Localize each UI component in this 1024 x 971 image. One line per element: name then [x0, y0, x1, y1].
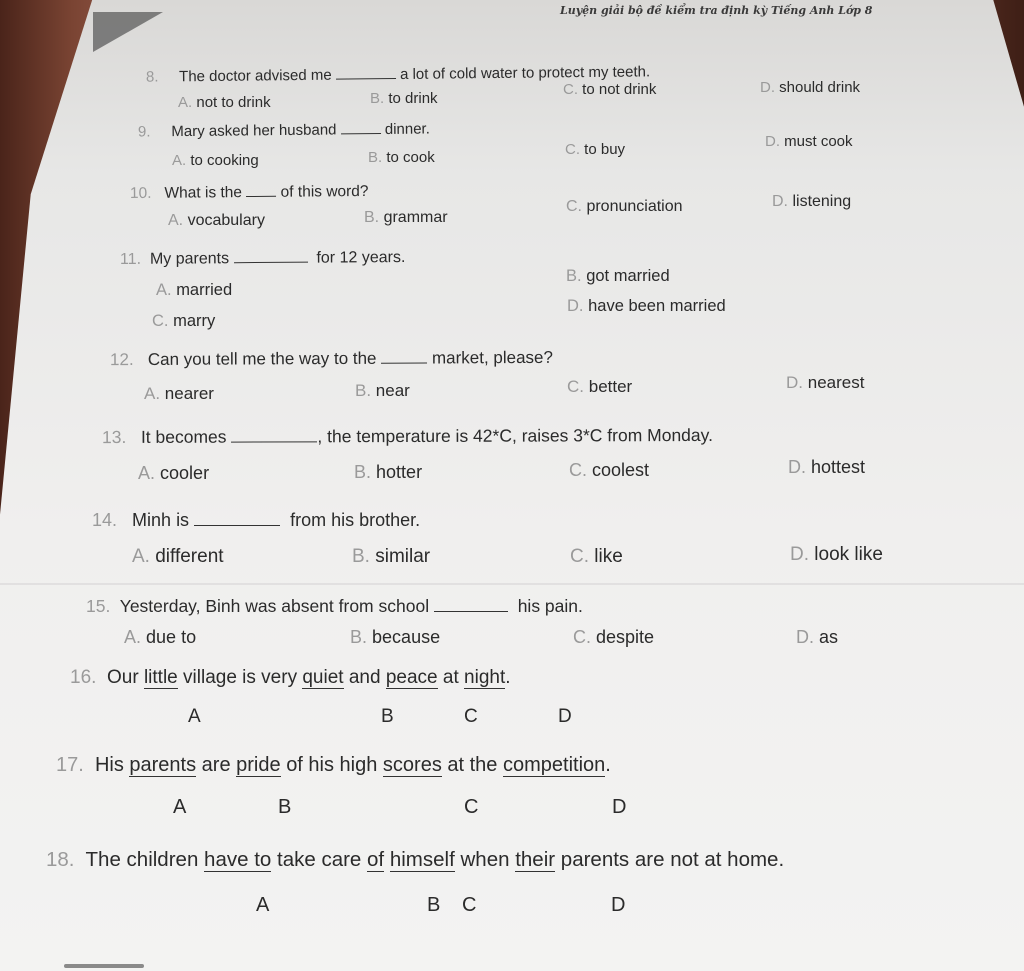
- question-text: Can you tell me the way to the: [147, 348, 377, 369]
- option-letter: A.: [178, 94, 193, 111]
- option-c: [569, 460, 649, 481]
- marker-c: C: [464, 796, 479, 818]
- question-14: [92, 510, 420, 531]
- option-text: should drink: [779, 79, 861, 96]
- option-letter: A.: [132, 546, 150, 567]
- option-b: [352, 546, 430, 568]
- paper-corner-mark: [93, 12, 163, 52]
- option-d: [788, 457, 865, 478]
- question-number: 18.: [46, 848, 75, 871]
- option-b: [350, 627, 440, 648]
- question-11: [120, 249, 405, 269]
- option-letter: C.: [567, 377, 584, 396]
- question-text: at the: [447, 754, 498, 776]
- question-number: 13.: [101, 426, 127, 448]
- option-text: like: [594, 546, 623, 567]
- paper-edge-mark: [64, 964, 144, 968]
- answer-blank: [246, 196, 276, 197]
- option-letter: B.: [566, 267, 582, 285]
- option-b: [370, 90, 438, 107]
- option-a: [138, 463, 209, 484]
- option-text: grammar: [383, 209, 448, 226]
- question-10: [130, 183, 369, 203]
- option-text: due to: [146, 627, 197, 647]
- option-letter: A.: [168, 212, 184, 229]
- question-text: and: [348, 667, 381, 688]
- option-letter: A.: [138, 463, 156, 483]
- option-text: because: [372, 627, 441, 647]
- question-text: his pain.: [517, 596, 583, 616]
- question-text: The children: [85, 848, 199, 871]
- question-15: [86, 596, 583, 617]
- option-letter: B.: [354, 462, 372, 482]
- option-d: [567, 297, 726, 316]
- question-text: at: [442, 667, 459, 688]
- option-letter: A.: [144, 384, 161, 403]
- underlined-word: competition: [503, 754, 606, 776]
- question-text: for 12 years.: [316, 249, 406, 267]
- question-number: 8.: [145, 68, 159, 86]
- option-d: [772, 193, 851, 211]
- marker-a: A: [256, 894, 270, 916]
- option-a: [144, 384, 214, 404]
- answer-blank: [194, 525, 280, 526]
- underlined-word: scores: [382, 754, 442, 776]
- option-text: got married: [586, 267, 670, 285]
- option-text: to cooking: [190, 152, 259, 169]
- option-text: nearest: [807, 373, 865, 392]
- marker-d: D: [558, 706, 572, 727]
- option-letter: A.: [124, 627, 142, 647]
- marker-d: D: [611, 894, 626, 916]
- option-d: [786, 373, 864, 393]
- option-text: to not drink: [582, 81, 657, 98]
- option-letter: D.: [765, 133, 780, 150]
- option-a: [168, 212, 265, 230]
- question-text: market, please?: [431, 347, 553, 368]
- question-text: from his brother.: [290, 510, 421, 530]
- question-number: 15.: [86, 596, 111, 616]
- option-letter: D.: [567, 297, 584, 315]
- question-text: village is very: [183, 667, 298, 688]
- option-letter: B.: [370, 90, 385, 107]
- option-b: [364, 209, 448, 227]
- option-letter: B.: [368, 149, 383, 166]
- marker-a: A: [173, 796, 187, 818]
- option-letter: B.: [355, 381, 372, 400]
- option-a: [124, 627, 196, 648]
- option-letter: C.: [152, 312, 169, 330]
- option-c: [567, 377, 632, 397]
- question-text: The doctor advised me: [179, 66, 332, 86]
- marker-c: C: [462, 894, 477, 916]
- option-text: listening: [792, 193, 852, 210]
- question-text: dinner.: [384, 120, 430, 138]
- option-text: better: [588, 377, 633, 396]
- option-text: different: [155, 546, 224, 567]
- option-letter: C.: [573, 627, 591, 647]
- question-number: 16.: [70, 667, 97, 688]
- option-text: married: [176, 281, 233, 299]
- option-text: near: [375, 381, 410, 400]
- marker-b: B: [278, 796, 292, 818]
- marker-b: B: [427, 894, 441, 916]
- option-d: [765, 133, 853, 150]
- underlined-word: little: [143, 667, 178, 688]
- question-text: , the temperature is 42*C, raises 3*C from Monday.: [317, 424, 713, 447]
- option-c: [570, 546, 623, 568]
- option-text: pronunciation: [586, 198, 683, 215]
- answer-blank: [234, 262, 308, 264]
- option-b: [355, 381, 410, 401]
- question-text: parents are not at home.: [560, 848, 785, 871]
- question-number: 10.: [129, 184, 152, 203]
- question-text: .: [605, 754, 611, 776]
- marker-a: A: [188, 706, 201, 727]
- question-text: Minh is: [132, 510, 190, 530]
- underlined-word: quiet: [302, 667, 344, 688]
- option-text: hotter: [376, 462, 423, 482]
- question-text: of this word?: [280, 182, 369, 201]
- answer-blank: [341, 133, 381, 134]
- option-d: [760, 79, 860, 96]
- question-text: take care: [277, 848, 362, 871]
- question-text: What is the: [164, 184, 243, 202]
- option-letter: B.: [364, 209, 380, 226]
- option-text: to cook: [386, 149, 435, 166]
- option-b: [368, 149, 435, 166]
- option-letter: C.: [566, 198, 582, 215]
- question-9: [138, 120, 430, 140]
- option-text: look like: [814, 544, 883, 565]
- option-letter: D.: [788, 457, 806, 477]
- option-text: to buy: [584, 141, 626, 158]
- option-d: [796, 627, 838, 648]
- worksheet-header: Luyện giải bộ đề kiểm tra định kỳ Tiếng Anh Lớp 8: [560, 4, 873, 17]
- option-letter: C.: [569, 460, 587, 480]
- question-text: Mary asked her husband: [171, 121, 337, 141]
- question-text: .: [505, 667, 511, 688]
- option-a: [132, 546, 224, 568]
- option-letter: C.: [565, 141, 580, 158]
- option-text: similar: [375, 546, 431, 567]
- question-text: are: [201, 754, 231, 776]
- option-letter: D.: [760, 79, 775, 96]
- question-text: Our: [106, 667, 139, 688]
- option-text: not to drink: [196, 94, 271, 111]
- question-17: [56, 754, 611, 777]
- option-c: [152, 312, 215, 331]
- option-c: [563, 81, 656, 98]
- marker-c: C: [464, 706, 478, 727]
- option-text: have been married: [588, 297, 726, 315]
- option-letter: D.: [796, 627, 814, 647]
- option-d: [790, 544, 883, 566]
- option-a: [156, 281, 232, 300]
- option-b: [354, 462, 422, 483]
- option-text: despite: [596, 627, 655, 647]
- option-letter: C.: [570, 546, 589, 567]
- question-number: 11.: [119, 250, 142, 268]
- option-text: vocabulary: [187, 212, 265, 229]
- option-text: cooler: [160, 463, 210, 483]
- option-letter: B.: [350, 627, 368, 647]
- underlined-word: parents: [129, 754, 197, 776]
- marker-d: D: [612, 796, 627, 818]
- option-letter: C.: [563, 81, 578, 98]
- option-text: as: [819, 627, 839, 647]
- underlined-word: peace: [385, 667, 438, 688]
- underlined-word: night: [464, 667, 506, 688]
- question-number: 12.: [109, 350, 134, 370]
- option-a: [172, 152, 259, 169]
- option-letter: D.: [772, 193, 788, 210]
- option-c: [565, 141, 625, 158]
- question-text: when: [460, 848, 510, 871]
- option-letter: D.: [786, 373, 803, 392]
- option-letter: D.: [790, 544, 809, 565]
- answer-blank: [231, 441, 317, 442]
- option-letter: B.: [352, 546, 370, 567]
- question-16: [70, 667, 511, 689]
- option-text: marry: [173, 312, 216, 330]
- marker-b: B: [381, 706, 394, 727]
- option-text: nearer: [164, 384, 214, 403]
- option-b: [566, 267, 670, 286]
- underlined-word: have to: [204, 848, 272, 871]
- question-text: It becomes: [140, 426, 227, 447]
- option-text: hottest: [811, 457, 866, 477]
- question-text: My parents: [149, 250, 230, 268]
- question-number: 17.: [56, 754, 84, 776]
- option-text: must cook: [784, 133, 853, 150]
- option-text: to drink: [388, 90, 438, 107]
- option-c: [573, 627, 654, 648]
- option-letter: A.: [172, 152, 187, 169]
- question-12: [110, 348, 553, 370]
- question-13: [102, 425, 713, 448]
- answer-blank: [434, 611, 508, 612]
- underlined-word: pride: [236, 754, 281, 776]
- underlined-word: of: [367, 848, 385, 871]
- option-letter: A.: [156, 281, 172, 299]
- underlined-word: their: [515, 848, 556, 871]
- answer-blank: [381, 362, 427, 363]
- underlined-word: himself: [389, 848, 455, 871]
- question-number: 9.: [137, 123, 151, 141]
- option-a: [178, 94, 271, 111]
- question-text: of his high: [286, 754, 378, 776]
- answer-blank: [336, 78, 396, 80]
- question-text: Yesterday, Binh was absent from school: [119, 596, 430, 616]
- question-number: 14.: [92, 510, 118, 530]
- question-text: His: [94, 754, 124, 776]
- option-text: coolest: [592, 460, 650, 480]
- option-c: [566, 198, 683, 216]
- question-text: a lot of cold water to protect my teeth.: [399, 63, 651, 83]
- question-18: [46, 848, 784, 872]
